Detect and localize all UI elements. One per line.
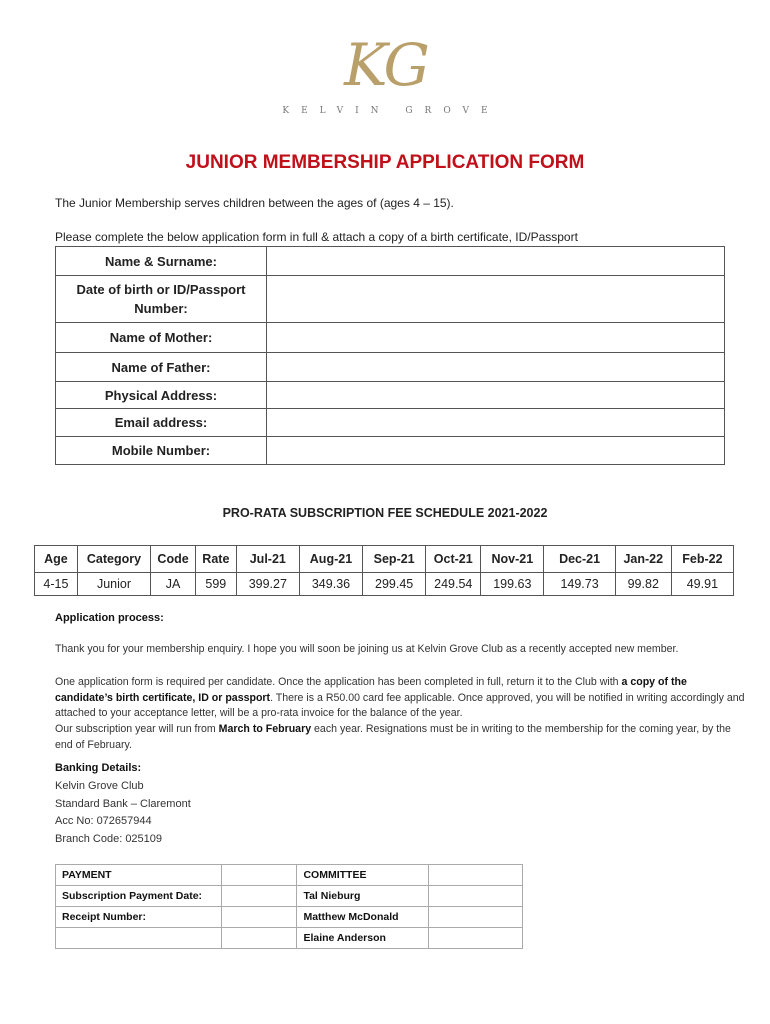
form-row <box>56 276 725 323</box>
form-input-name[interactable] <box>267 247 725 276</box>
process-paragraph-2 <box>55 675 745 722</box>
fee-cell: 399.27 <box>236 573 299 596</box>
office-cell[interactable] <box>429 886 523 907</box>
form-input-email[interactable] <box>267 409 725 437</box>
office-cell: Matthew McDonald <box>297 907 429 928</box>
office-cell: Subscription Payment Date: <box>56 886 222 907</box>
form-input-father[interactable] <box>267 353 725 382</box>
office-use-table <box>55 864 523 949</box>
banking-line: Acc No: 072657944 <box>55 815 152 827</box>
form-row <box>56 247 725 276</box>
fee-cell: 199.63 <box>481 573 544 596</box>
process-p2-bold: a copy of the candidate’s birth certificate, ID or passport <box>55 676 687 704</box>
banking-details <box>55 778 191 848</box>
office-cell[interactable] <box>56 928 222 949</box>
process-p3-text-b: each year. Resignations must be in writing to the membership for the coming year, by the end of February. <box>55 723 731 751</box>
form-label-dob: Date of birth or ID/Passport Number: <box>56 276 267 323</box>
banking-line: Standard Bank – Claremont <box>55 797 191 810</box>
form-label-name: Name & Surname: <box>56 247 267 276</box>
form-input-address[interactable] <box>267 382 725 409</box>
form-label-address: Physical Address: <box>56 382 267 409</box>
fee-cell: 299.45 <box>363 573 426 596</box>
fee-header-cell: Code <box>151 546 196 573</box>
fee-header-cell: Dec-21 <box>544 546 615 573</box>
fee-cell: 149.73 <box>544 573 615 596</box>
form-input-mobile[interactable] <box>267 437 725 465</box>
fee-schedule-title: PRO-RATA SUBSCRIPTION FEE SCHEDULE 2021-2022 <box>222 506 548 520</box>
fee-cell: 249.54 <box>426 573 481 596</box>
fee-header-cell: Jan-22 <box>615 546 671 573</box>
form-row <box>56 437 725 465</box>
office-cell[interactable] <box>429 907 523 928</box>
office-cell[interactable] <box>429 928 523 949</box>
club-logo <box>0 30 770 116</box>
form-label-mother: Name of Mother: <box>56 323 267 353</box>
form-label-email: Email address: <box>56 409 267 437</box>
fee-cell: 599 <box>195 573 236 596</box>
intro-line-1: The Junior Membership serves children between the ages of (ages 4 – 15). <box>55 196 454 210</box>
fee-data-row <box>35 573 734 596</box>
fee-header-cell: Oct-21 <box>426 546 481 573</box>
fee-cell: JA <box>151 573 196 596</box>
fee-header-cell: Category <box>77 546 150 573</box>
form-row <box>56 323 725 353</box>
logo-monogram: KG <box>344 31 426 99</box>
fee-cell: 4-15 <box>35 573 78 596</box>
office-cell: Tal Nieburg <box>297 886 429 907</box>
fee-header-cell: Rate <box>195 546 236 573</box>
banking-heading: Banking Details: <box>55 762 142 774</box>
form-row <box>56 353 725 382</box>
fee-header-cell: Sep-21 <box>363 546 426 573</box>
form-input-dob[interactable] <box>267 276 725 323</box>
banking-line: Branch Code: 025109 <box>55 832 163 845</box>
process-paragraph-3 <box>55 722 745 753</box>
office-cell: PAYMENT <box>56 865 222 886</box>
form-row <box>56 409 725 437</box>
fee-header-cell: Nov-21 <box>481 546 544 573</box>
office-cell: COMMITTEE <box>297 865 429 886</box>
office-cell[interactable] <box>429 865 523 886</box>
fee-header-row <box>35 546 734 573</box>
fee-cell: Junior <box>77 573 150 596</box>
form-row <box>56 382 725 409</box>
fee-cell: 349.36 <box>299 573 362 596</box>
fee-header-cell: Jul-21 <box>236 546 299 573</box>
office-cell[interactable] <box>221 886 297 907</box>
fee-cell: 49.91 <box>671 573 733 596</box>
logo-name: KELVIN GROVE <box>282 106 500 116</box>
process-p3-bold: March to February <box>218 723 312 735</box>
office-row <box>56 928 523 949</box>
fee-header-cell: Aug-21 <box>299 546 362 573</box>
application-form-table <box>55 246 725 465</box>
form-label-father: Name of Father: <box>56 353 267 382</box>
office-row <box>56 886 523 907</box>
process-p2-text-b: . There is a R50.00 card fee applicable. Once approved, you will be notified in writing accordingly and attached to your acceptance letter, will be a pro-rata invoice for the balance of the year. <box>55 691 745 719</box>
office-cell: Receipt Number: <box>56 907 222 928</box>
office-cell[interactable] <box>221 865 297 886</box>
form-label-mobile: Mobile Number: <box>56 437 267 465</box>
form-input-mother[interactable] <box>267 323 725 353</box>
office-row <box>56 865 523 886</box>
process-p3-text-a: Our subscription year will run from <box>55 723 219 735</box>
fee-header-cell: Feb-22 <box>671 546 733 573</box>
office-row <box>56 907 523 928</box>
fee-schedule-table <box>34 545 734 596</box>
office-cell[interactable] <box>221 907 297 928</box>
process-heading: Application process: <box>55 612 164 624</box>
page-title: JUNIOR MEMBERSHIP APPLICATION FORM <box>185 152 585 173</box>
office-cell[interactable] <box>221 928 297 949</box>
fee-header-cell: Age <box>35 546 78 573</box>
intro-line-2: Please complete the below application form in full & attach a copy of a birth certificate, ID/Passport <box>55 230 578 244</box>
fee-cell: 99.82 <box>615 573 671 596</box>
banking-line: Kelvin Grove Club <box>55 780 144 792</box>
process-p2-text-a: One application form is required per candidate. Once the application has been completed in full, return it to the Club with <box>55 676 622 688</box>
office-cell: Elaine Anderson <box>297 928 429 949</box>
process-paragraph-1: Thank you for your membership enquiry. I hope you will soon be joining us at Kelvin Grove Club as a recently accepted new member. <box>55 643 679 655</box>
